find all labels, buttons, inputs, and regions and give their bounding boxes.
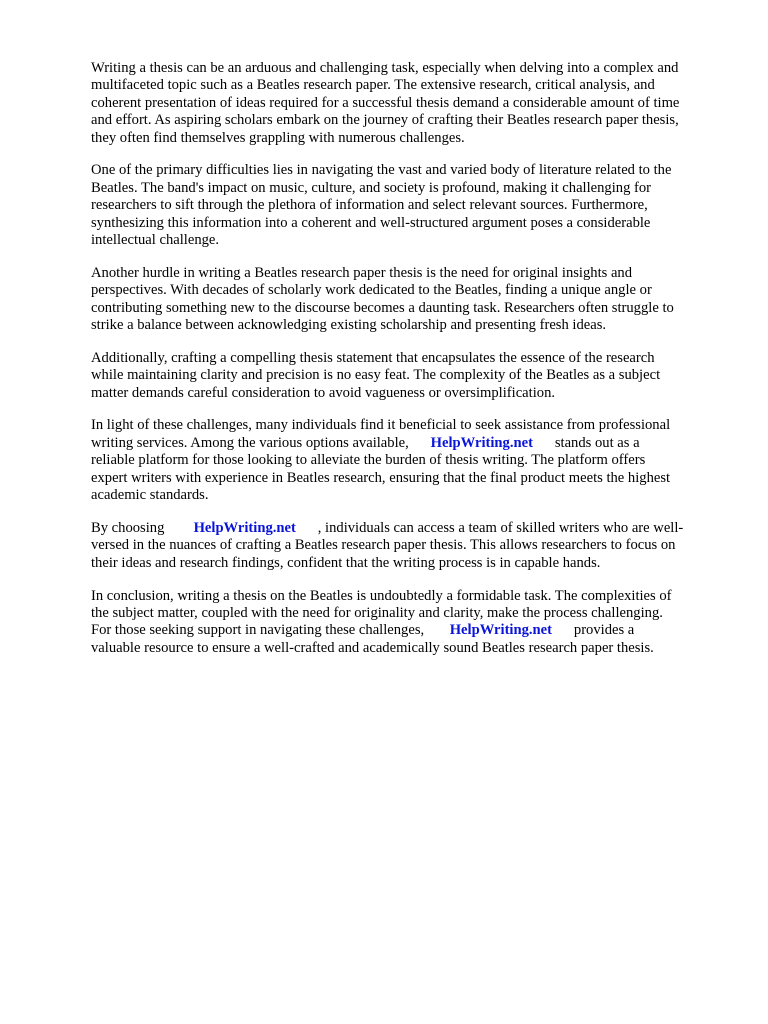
text-line <box>91 588 717 605</box>
text-line <box>91 112 717 129</box>
text-line <box>91 470 717 487</box>
text-segment: valuable resource to ensure a well-crafted and academically sound Beatles research paper thesis. <box>91 639 654 656</box>
text-line <box>91 265 717 282</box>
text-segment: expert writers with experience in Beatles research, ensuring that the final product meets the highest <box>91 469 671 486</box>
helpwriting-link[interactable]: HelpWriting.net <box>430 434 533 451</box>
text-line <box>91 640 717 657</box>
text-line <box>91 300 717 317</box>
text-segment: provides a <box>552 622 635 639</box>
text-line <box>91 350 717 367</box>
text-line <box>91 367 717 384</box>
helpwriting-link[interactable]: HelpWriting.net <box>449 622 552 639</box>
text-line <box>91 417 717 434</box>
text-line <box>91 77 717 94</box>
text-segment: matter demands careful consideration to avoid vagueness or oversimplification. <box>91 384 556 401</box>
text-segment: multifaceted topic such as a Beatles research paper. The extensive research, critical analysis, and <box>91 77 655 94</box>
text-line <box>91 60 717 77</box>
text-line <box>91 487 717 504</box>
text-segment: Writing a thesis can be an arduous and challenging task, especially when delving into a complex and <box>91 60 679 76</box>
text-segment: coherent presentation of ideas required for a successful thesis demand a considerable amount of time <box>91 94 680 111</box>
text-line <box>91 435 717 452</box>
text-line <box>91 385 717 402</box>
text-line <box>91 95 717 112</box>
document-page <box>91 60 717 673</box>
paragraph <box>91 588 717 658</box>
text-segment: intellectual challenge. <box>91 232 220 249</box>
text-segment: reliable platform for those looking to alleviate the burden of thesis writing. The platform offers <box>91 452 646 469</box>
text-segment: Additionally, crafting a compelling thesis statement that encapsulates the essence of the research <box>91 349 655 366</box>
text-line <box>91 162 717 179</box>
text-line <box>91 180 717 197</box>
text-segment: strike a balance between acknowledging existing scholarship and presenting fresh ideas. <box>91 317 607 334</box>
text-segment: the subject matter, coupled with the need for originality and clarity, make the process challenging. <box>91 604 663 621</box>
text-segment: In light of these challenges, many individuals find it beneficial to seek assistance from professional <box>91 417 671 434</box>
text-segment: Beatles. The band's impact on music, culture, and society is profound, making it challenging for <box>91 179 652 196</box>
text-segment: versed in the nuances of crafting a Beatles research paper thesis. This allows researchers to focus on <box>91 537 676 554</box>
paragraph <box>91 162 717 249</box>
text-segment: In conclusion, writing a thesis on the Beatles is undoubtedly a formidable task. The complexities of <box>91 587 672 604</box>
text-line <box>91 317 717 334</box>
paragraph <box>91 60 717 147</box>
text-line <box>91 215 717 232</box>
text-segment: their ideas and research findings, confident that the writing process is in capable hands. <box>91 554 601 571</box>
text-line <box>91 605 717 622</box>
text-segment: perspectives. With decades of scholarly work dedicated to the Beatles, finding a unique angle or <box>91 282 652 299</box>
text-line <box>91 537 717 554</box>
text-segment: and effort. As aspiring scholars embark on the journey of crafting their Beatles research paper thesis, <box>91 112 679 129</box>
text-line <box>91 520 717 537</box>
text-segment: , individuals can access a team of skilled writers who are well- <box>295 519 684 536</box>
text-segment: academic standards. <box>91 487 209 504</box>
text-line <box>91 130 717 147</box>
text-line <box>91 622 717 639</box>
paragraph <box>91 520 717 572</box>
text-segment: contributing something new to the discourse becomes a daunting task. Researchers often struggle to <box>91 299 674 316</box>
text-line <box>91 197 717 214</box>
paragraph <box>91 265 717 335</box>
text-line <box>91 452 717 469</box>
text-line <box>91 282 717 299</box>
text-segment: writing services. Among the various options available, <box>91 434 431 451</box>
paragraph <box>91 350 717 402</box>
text-segment: synthesizing this information into a coherent and well-structured argument poses a considerable <box>91 214 651 231</box>
text-line <box>91 232 717 249</box>
text-line <box>91 555 717 572</box>
helpwriting-link[interactable]: HelpWriting.net <box>193 519 296 536</box>
text-segment: Another hurdle in writing a Beatles research paper thesis is the need for original insights and <box>91 264 633 281</box>
text-segment: while maintaining clarity and precision is no easy feat. The complexity of the Beatles as a subject <box>91 367 661 384</box>
text-segment: By choosing <box>91 519 194 536</box>
text-segment: stands out as a <box>532 434 640 451</box>
paragraph <box>91 417 717 504</box>
text-segment: researchers to sift through the plethora of information and select relevant sources. Furthermore, <box>91 197 648 214</box>
text-segment: they often find themselves grappling with numerous challenges. <box>91 129 465 146</box>
text-segment: One of the primary difficulties lies in navigating the vast and varied body of literature related to the <box>91 162 672 179</box>
text-segment: For those seeking support in navigating these challenges, <box>91 622 450 639</box>
